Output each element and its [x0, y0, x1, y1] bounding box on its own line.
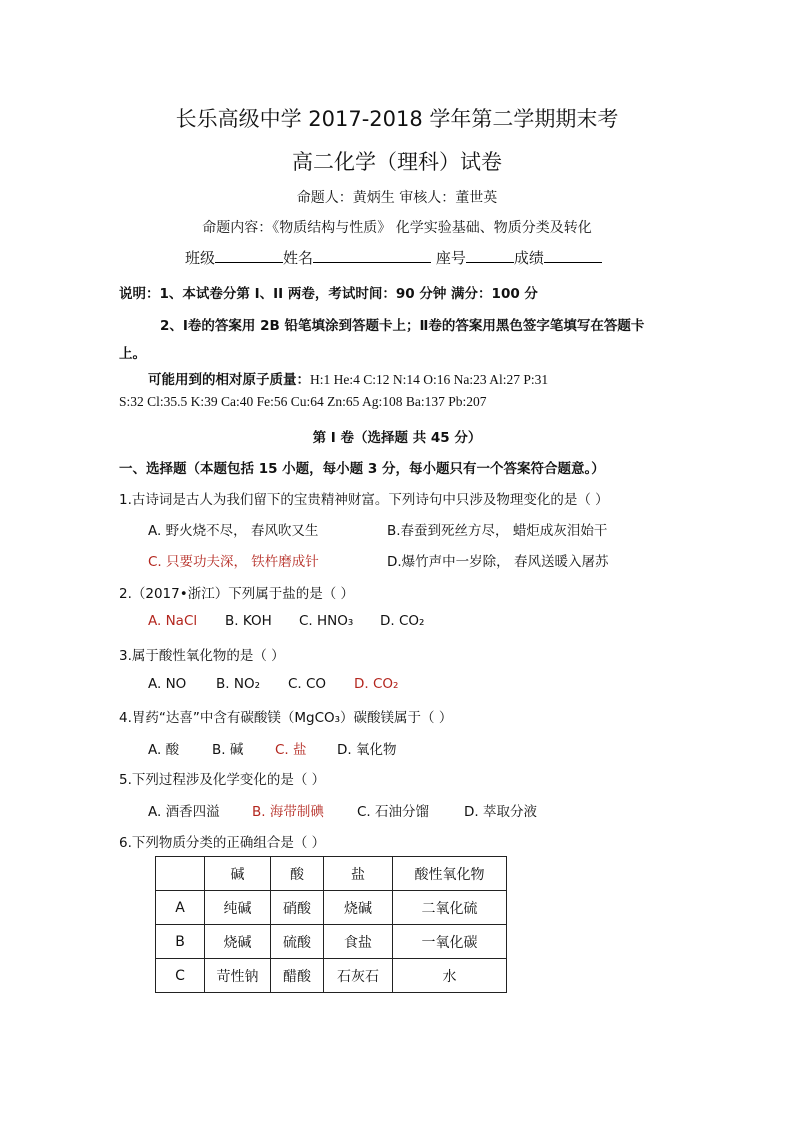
name-field[interactable]	[313, 248, 431, 263]
question-5-stem: 5.下列过程涉及化学变化的是（ ）	[119, 772, 326, 788]
seat-field[interactable]	[466, 248, 514, 263]
table-cell: B	[156, 925, 205, 959]
seat-label: 座号	[435, 249, 466, 267]
question-3-option-a[interactable]: A. NO	[148, 676, 187, 692]
exam-content: 命题内容：《物质结构与性质》 化学实验基础、物质分类及转化	[202, 220, 592, 236]
table-cell: 苛性钠	[205, 959, 271, 993]
question-4-option-a[interactable]: A. 酸	[148, 742, 180, 758]
name-label: 姓名	[283, 249, 314, 267]
score-field[interactable]	[544, 248, 602, 263]
table-cell: 石灰石	[324, 959, 393, 993]
question-3-option-b[interactable]: B. NO₂	[216, 676, 260, 692]
table-header-cell: 盐	[324, 857, 393, 891]
question-1-option-b[interactable]: B.春蚕到死丝方尽， 蜡炬成灰泪始干	[387, 523, 608, 539]
table-cell: 水	[393, 959, 507, 993]
table-cell: 硫酸	[271, 925, 324, 959]
question-4-option-b[interactable]: B. 碱	[212, 742, 244, 758]
question-3-stem: 3.属于酸性氧化物的是（ ）	[119, 648, 285, 664]
volume-title: 第 I 卷（选择题 共 45 分）	[312, 430, 482, 446]
table-cell: 二氧化硫	[393, 891, 507, 925]
instruction-line-1: 说明：1、本试卷分第 I、II 两卷，考试时间：90 分钟 满分：100 分	[119, 286, 538, 302]
atomic-masses-line-1	[148, 368, 548, 388]
question-2-stem: 2.（2017•浙江）下列属于盐的是（ ）	[119, 586, 354, 602]
table-cell: 纯碱	[205, 891, 271, 925]
table-header-row	[156, 857, 507, 891]
question-4-option-c[interactable]: C. 盐	[275, 742, 307, 758]
table-cell: 烧碱	[205, 925, 271, 959]
part-title: 一、选择题（本题包括 15 小题，每小题 3 分，每小题只有一个答案符合题意。）	[119, 461, 605, 477]
table-cell: A	[156, 891, 205, 925]
exam-authors: 命题人：黄炳生 审核人：董世英	[296, 190, 498, 206]
table-header-cell: 碱	[205, 857, 271, 891]
student-info-line	[185, 247, 602, 268]
question-1-option-c[interactable]: C. 只要功夫深， 铁杵磨成针	[148, 554, 319, 570]
atomic-masses-values-1: H:1 He:4 C:12 N:14 O:16 Na:23 Al:27 P:31	[310, 372, 549, 387]
question-2-option-b[interactable]: B. KOH	[225, 613, 272, 629]
class-field[interactable]	[215, 248, 283, 263]
question-2-option-c[interactable]: C. HNO₃	[299, 613, 354, 629]
table-row[interactable]	[156, 925, 507, 959]
question-3-option-c[interactable]: C. CO	[288, 676, 327, 692]
question-5-option-d[interactable]: D. 萃取分液	[464, 804, 537, 820]
question-1-option-d[interactable]: D.爆竹声中一岁除， 春风送暖入屠苏	[387, 554, 609, 570]
table-header-cell: 酸性氧化物	[393, 857, 507, 891]
table-cell: C	[156, 959, 205, 993]
table-row[interactable]	[156, 959, 507, 993]
exam-title: 长乐高级中学 2017-2018 学年第二学期期末考	[175, 107, 619, 131]
score-label: 成绩	[513, 249, 544, 267]
question-1-stem: 1.古诗词是古人为我们留下的宝贵精神财富。下列诗句中只涉及物理变化的是（ ）	[119, 492, 609, 508]
question-4-option-d[interactable]: D. 氧化物	[337, 742, 397, 758]
table-row[interactable]	[156, 891, 507, 925]
table-cell: 一氧化碳	[393, 925, 507, 959]
exam-subtitle: 高二化学（理科）试卷	[292, 150, 502, 174]
atomic-masses-label: 可能用到的相对原子质量：	[148, 372, 310, 388]
question-5-option-b[interactable]: B. 海带制碘	[252, 804, 324, 820]
table-cell: 醋酸	[271, 959, 324, 993]
question-5-option-a[interactable]: A. 酒香四溢	[148, 804, 220, 820]
table-cell: 烧碱	[324, 891, 393, 925]
atomic-masses-line-2: S:32 Cl:35.5 K:39 Ca:40 Fe:56 Cu:64 Zn:65 Ag:108 Ba:137 Pb:207	[119, 394, 487, 409]
question-6-stem: 6.下列物质分类的正确组合是（ ）	[119, 835, 326, 851]
question-5-option-c[interactable]: C. 石油分馏	[357, 804, 430, 820]
question-2-option-a[interactable]: A. NaCl	[148, 613, 198, 629]
question-2-option-d[interactable]: D. CO₂	[380, 613, 425, 629]
question-3-option-d[interactable]: D. CO₂	[354, 676, 399, 692]
instruction-line-3: 上。	[119, 346, 146, 362]
class-label: 班级	[185, 249, 216, 267]
table-cell: 硝酸	[271, 891, 324, 925]
table-header-cell: 酸	[271, 857, 324, 891]
question-1-option-a[interactable]: A. 野火烧不尽， 春风吹又生	[148, 523, 319, 539]
instruction-line-2: 2、Ⅰ卷的答案用 2B 铅笔填涂到答题卡上；Ⅱ卷的答案用黑色签字笔填写在答题卡	[160, 318, 645, 334]
table-header-cell	[156, 857, 205, 891]
table-cell: 食盐	[324, 925, 393, 959]
classification-table	[155, 856, 507, 993]
question-4-stem: 4.胃药“达喜”中含有碳酸镁（MgCO₃）碳酸镁属于（ ）	[119, 710, 453, 726]
